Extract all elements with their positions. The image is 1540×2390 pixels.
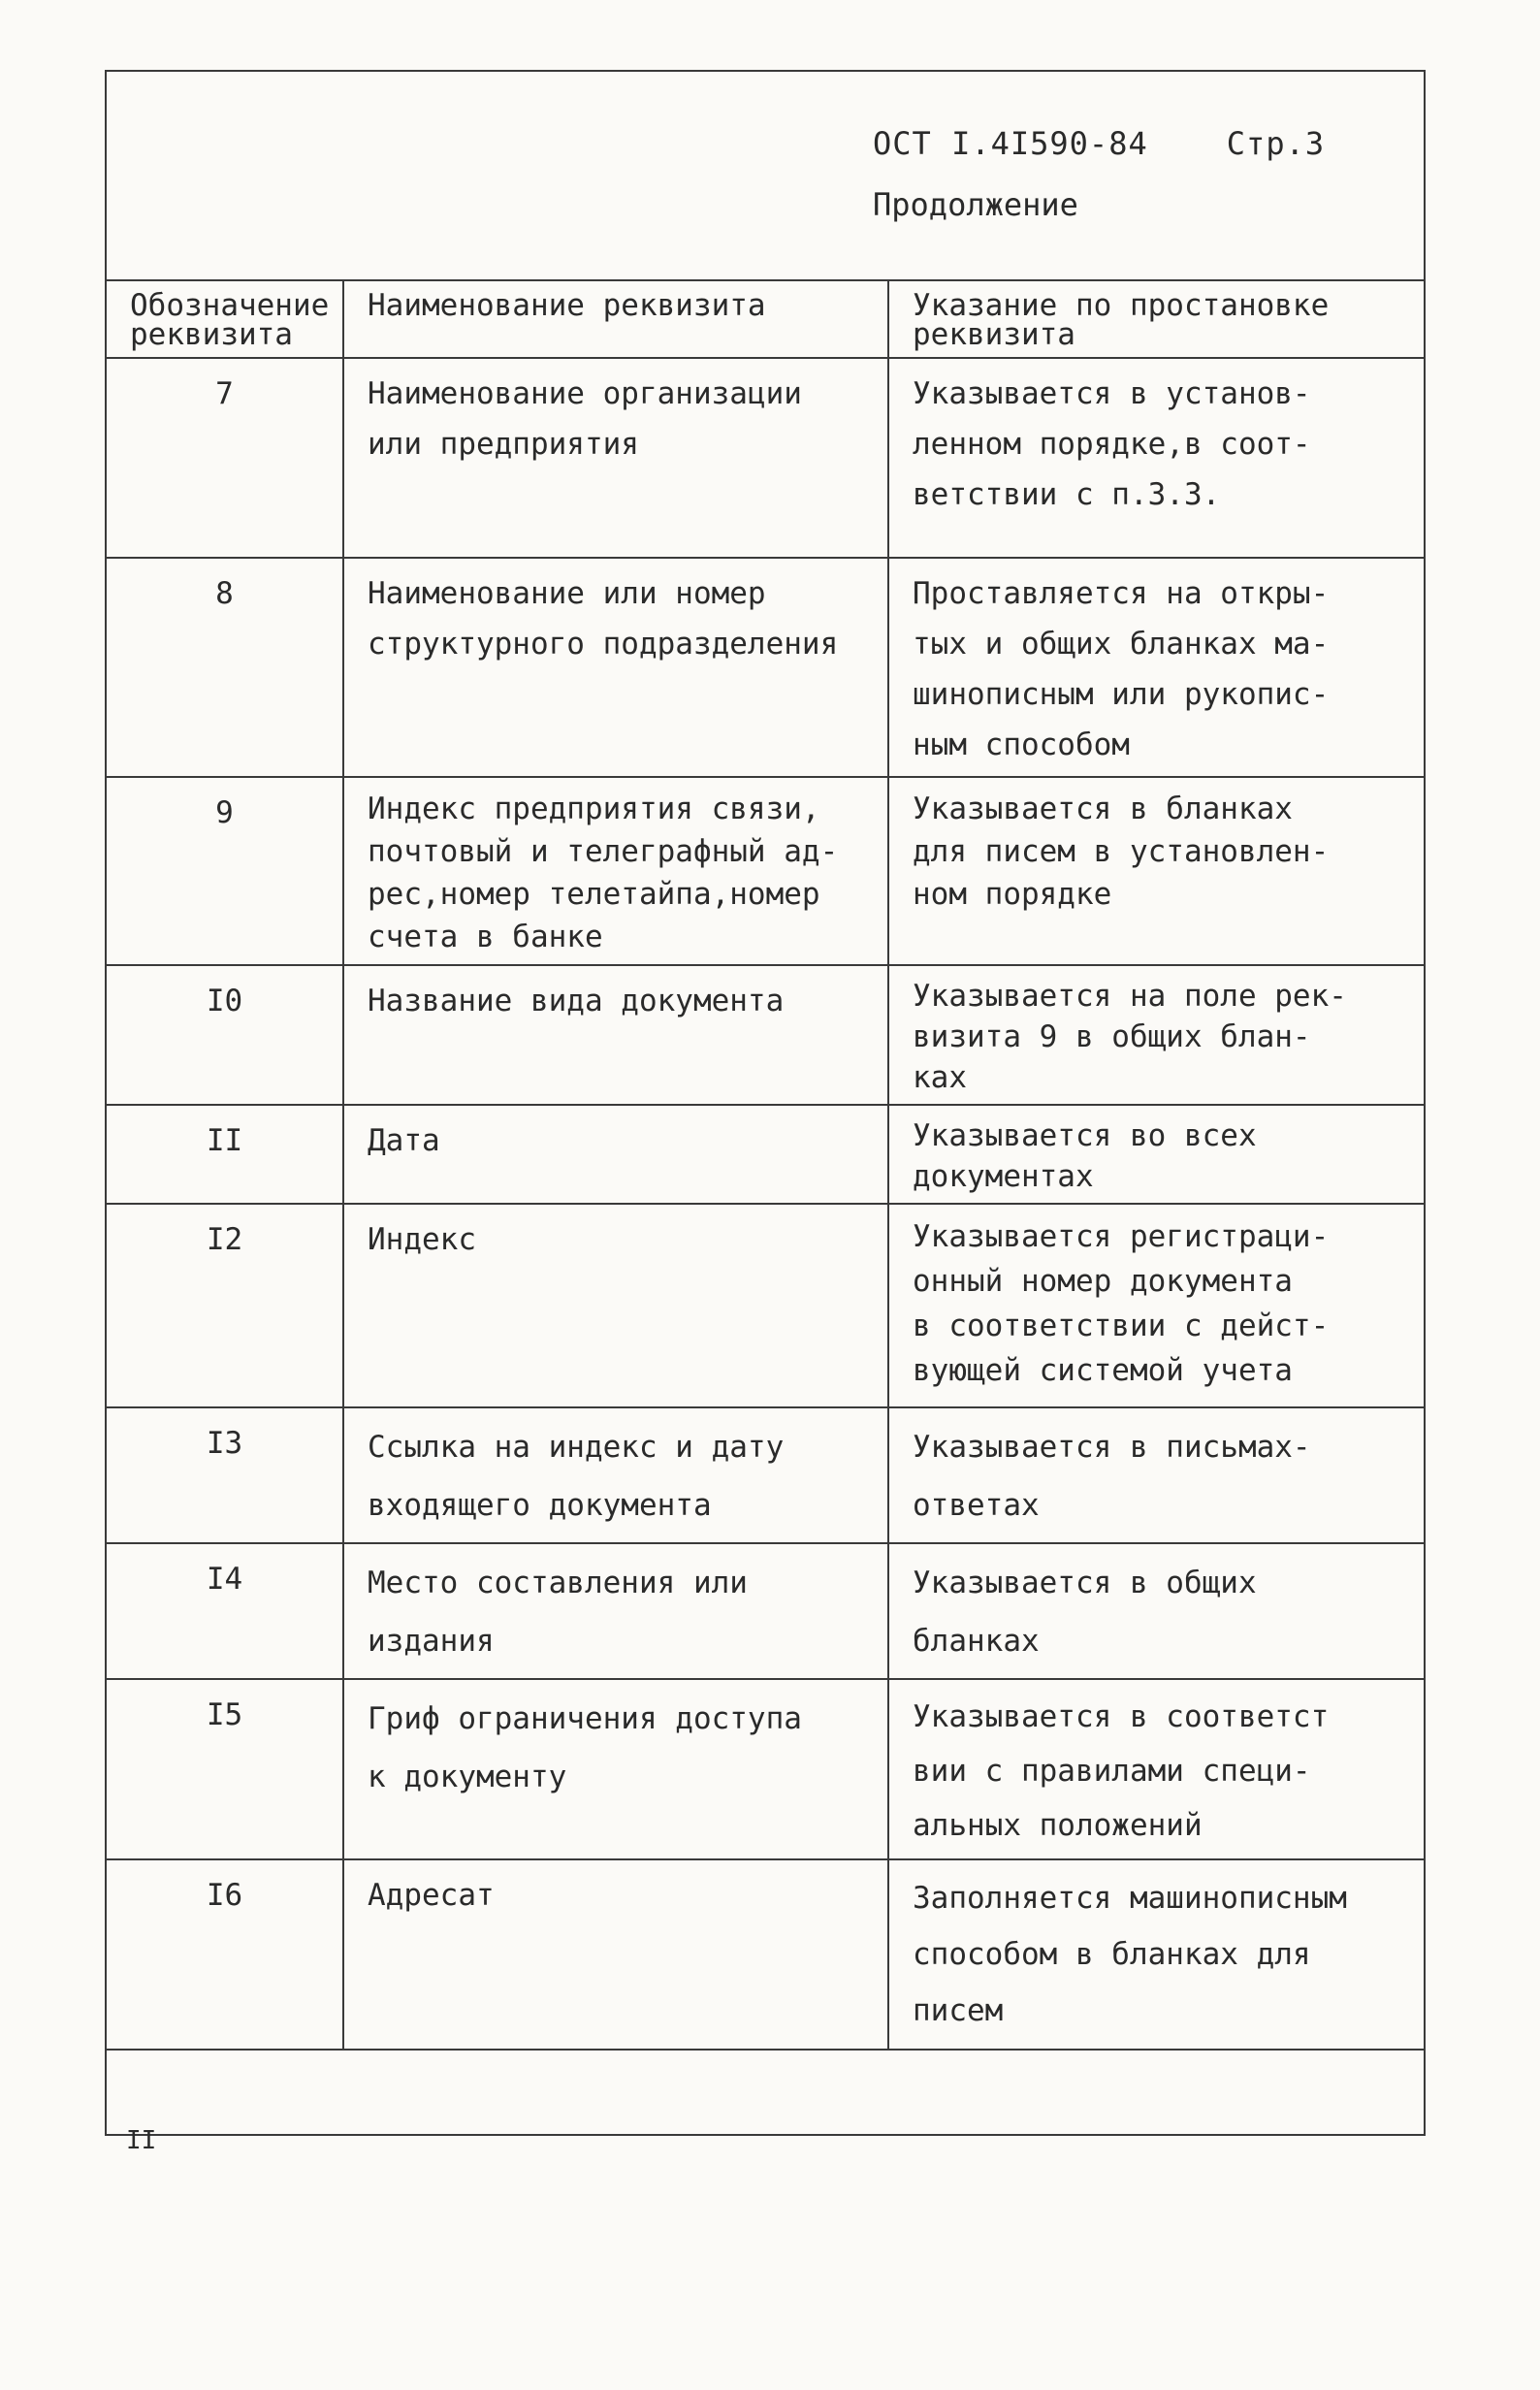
- row-instruction: Указывается регистраци- онный номер документа в соответствии с дейст- вующей системой учета: [888, 1204, 1424, 1407]
- row-number: 9: [107, 777, 343, 965]
- column-header-name: Наименование реквизита: [343, 280, 888, 358]
- row-number: I5: [107, 1679, 343, 1859]
- row-number: I3: [107, 1407, 343, 1543]
- table-row: [107, 1407, 1424, 1543]
- row-number: 7: [107, 358, 343, 558]
- row-instruction: Проставляется на откры- тых и общих бланках ма- шинописным или рукопис- ным способом: [888, 558, 1424, 777]
- row-instruction: Указывается в установ- ленном порядке,в соот- ветствии с п.3.3.: [888, 358, 1424, 558]
- row-number: I0: [107, 965, 343, 1105]
- standard-code: ОСТ I.4I590-84: [873, 125, 1148, 162]
- row-name: Название вида документа: [343, 965, 888, 1105]
- requisites-table: [107, 279, 1424, 2051]
- row-name: Место составления или издания: [343, 1543, 888, 1679]
- document-sheet: [105, 70, 1426, 2155]
- row-number: I6: [107, 1859, 343, 2050]
- table-header-row: [107, 280, 1424, 358]
- row-name: Ссылка на индекс и дату входящего документа: [343, 1407, 888, 1543]
- row-instruction: Заполняется машинописным способом в бланках для писем: [888, 1859, 1424, 2050]
- row-name: Индекс предприятия связи, почтовый и телеграфный ад- рес,номер телетайпа,номер счета в банке: [343, 777, 888, 965]
- table-row: [107, 1859, 1424, 2050]
- table-row: [107, 1105, 1424, 1204]
- row-number: II: [107, 1105, 343, 1204]
- row-instruction: Указывается на поле рек- визита 9 в общих блан- ках: [888, 965, 1424, 1105]
- row-instruction: Указывается в соответст вии с правилами специ- альных положений: [888, 1679, 1424, 1859]
- table-row: [107, 358, 1424, 558]
- table-row: [107, 777, 1424, 965]
- row-instruction: Указывается в письмах- ответах: [888, 1407, 1424, 1543]
- table-row: [107, 1679, 1424, 1859]
- table-row: [107, 1543, 1424, 1679]
- column-header-instruction: Указание по простановке реквизита: [888, 280, 1424, 358]
- row-name: Дата: [343, 1105, 888, 1204]
- row-number: I4: [107, 1543, 343, 1679]
- row-instruction: Указывается во всех документах: [888, 1105, 1424, 1204]
- row-name: Наименование или номер структурного подразделения: [343, 558, 888, 777]
- row-instruction: Указывается в бланках для писем в установлен- ном порядке: [888, 777, 1424, 965]
- table-row: [107, 558, 1424, 777]
- document-code: [873, 125, 1325, 162]
- row-instruction: Указывается в общих бланках: [888, 1543, 1424, 1679]
- row-name: Наименование организации или предприятия: [343, 358, 888, 558]
- continuation-label: Продолжение: [873, 186, 1078, 223]
- row-name: Адресат: [343, 1859, 888, 2050]
- row-number: 8: [107, 558, 343, 777]
- table-row: [107, 965, 1424, 1105]
- column-header-designation: Обозначение реквизита: [107, 280, 343, 358]
- row-name: Гриф ограничения доступа к документу: [343, 1679, 888, 1859]
- table-row: [107, 1204, 1424, 1407]
- page-number: Стр.3: [1226, 125, 1326, 162]
- footer-mark: II: [126, 2126, 157, 2155]
- row-number: I2: [107, 1204, 343, 1407]
- row-name: Индекс: [343, 1204, 888, 1407]
